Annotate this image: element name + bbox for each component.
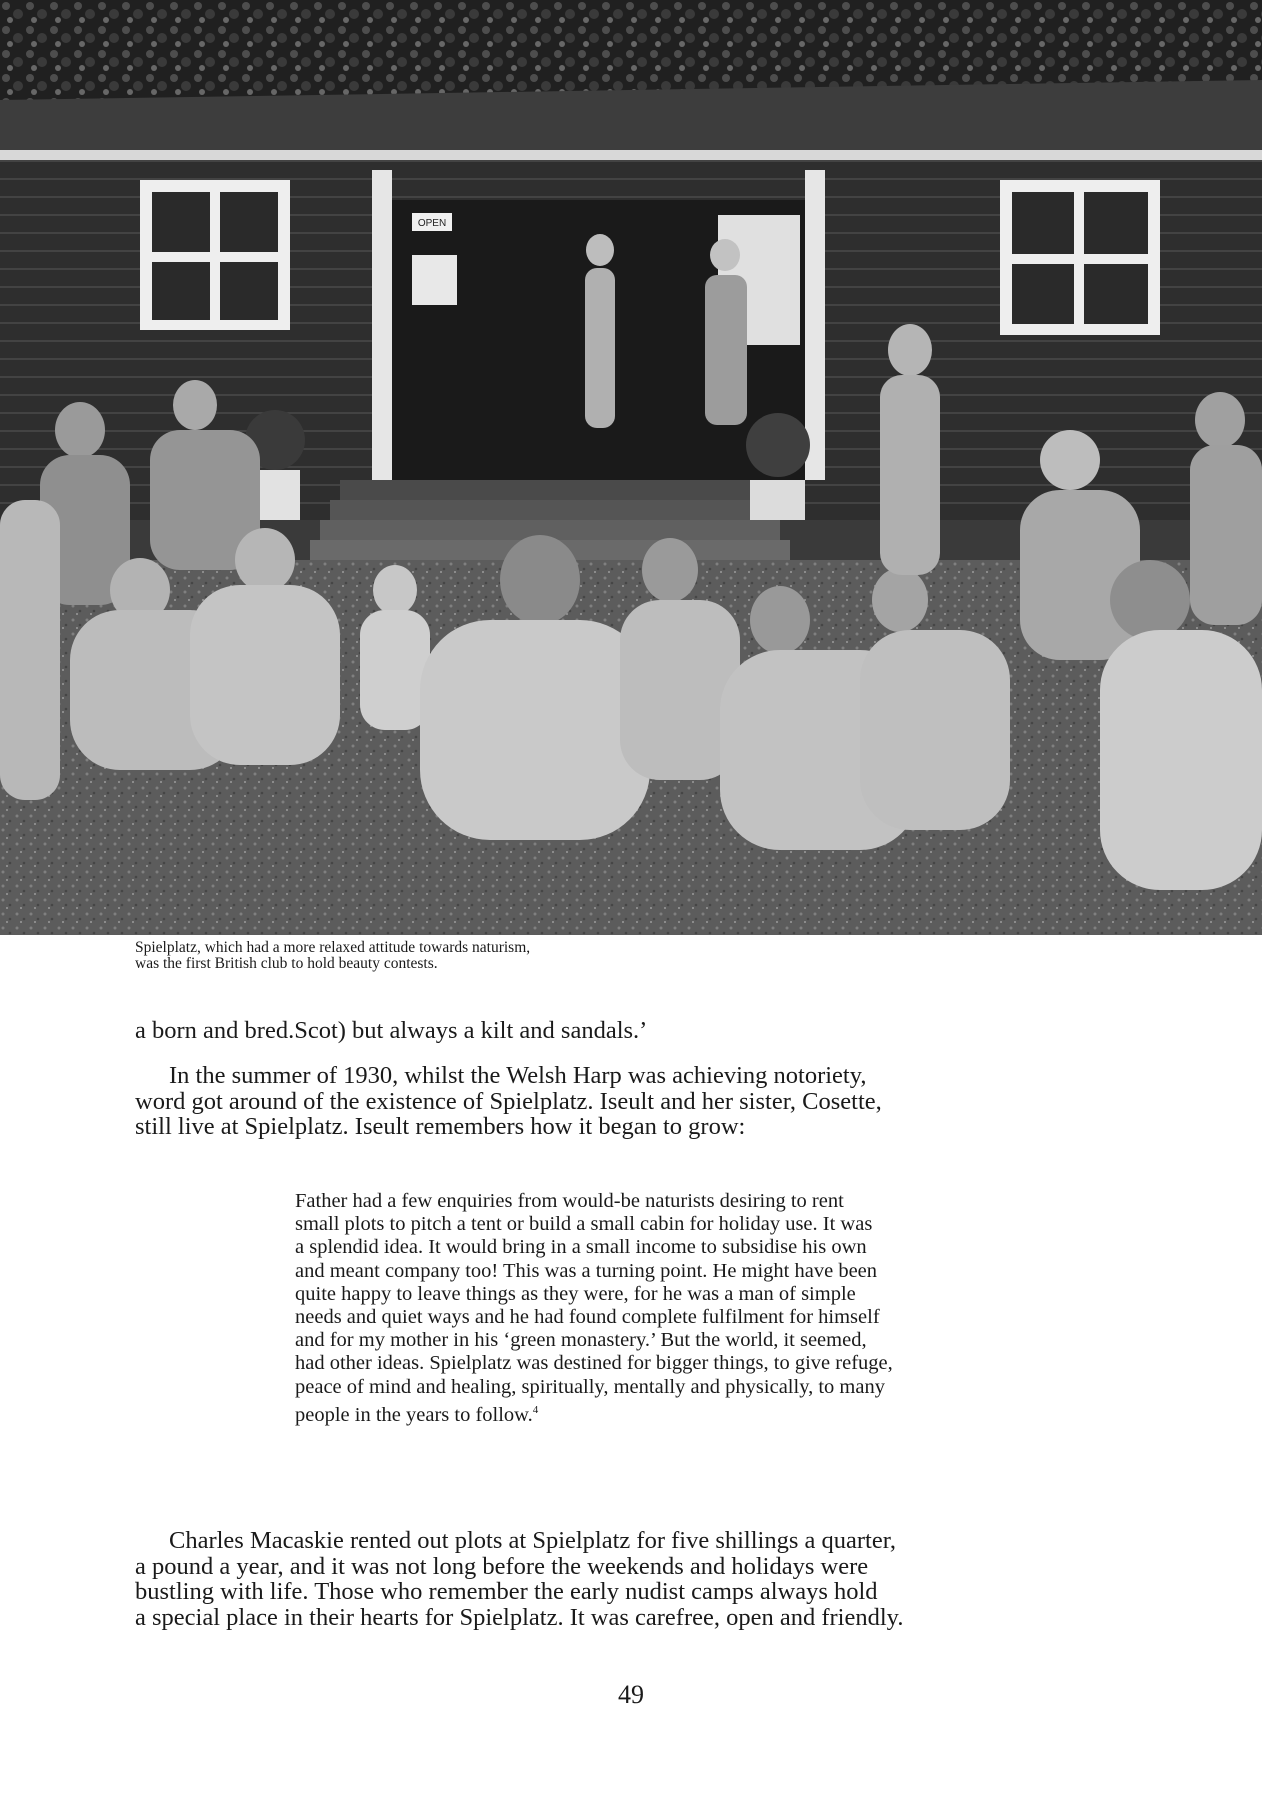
caption-line: was the first British club to hold beauty contests. bbox=[135, 955, 438, 972]
door-post-left bbox=[372, 170, 392, 480]
roof-gutter bbox=[0, 150, 1262, 160]
door-post-right bbox=[805, 170, 825, 480]
paragraph-2 bbox=[135, 1063, 1090, 1140]
paragraph-line: still live at Spielplatz. Iseult remembers how it began to grow: bbox=[135, 1113, 746, 1140]
caption-line: Spielplatz, which had a more relaxed attitude towards naturism, bbox=[135, 939, 531, 956]
presenter-head bbox=[710, 239, 740, 271]
step-1 bbox=[340, 480, 760, 500]
paragraph-line: Charles Macaskie rented out plots at Spielplatz for five shillings a quarter, bbox=[169, 1527, 897, 1554]
paragraph-line: a pound a year, and it was not long before the weekends and holidays were bbox=[135, 1552, 869, 1580]
presenter bbox=[705, 275, 747, 425]
quote-line-text: people in the years to follow. bbox=[295, 1403, 533, 1426]
quote-line-last bbox=[295, 1399, 1090, 1427]
paragraph-line: word got around of the existence of Spielplatz. Iseult and her sister, Cosette, bbox=[135, 1087, 882, 1115]
woman-standing-head bbox=[586, 234, 614, 266]
footnote-marker: 4 bbox=[532, 1403, 539, 1416]
paragraph-1 bbox=[135, 1018, 1090, 1044]
quote-line: Father had a few enquiries from would-be naturists desiring to rent bbox=[295, 1190, 844, 1212]
plant-pot-right bbox=[750, 480, 805, 520]
page-number: 49 bbox=[618, 1680, 644, 1709]
block-quote bbox=[295, 1190, 1090, 1427]
quote-line: quite happy to leave things as they were, for he was a man of simple bbox=[295, 1282, 856, 1305]
quote-line: and for my mother in his ‘green monastery.’ But the world, it seemed, bbox=[295, 1329, 867, 1352]
paragraph-line: a special place in their hearts for Spielplatz. It was carefree, open and friendly. bbox=[135, 1603, 904, 1631]
quote-line: a splendid idea. It would bring in a small income to subsidise his own bbox=[295, 1236, 867, 1259]
quote-line: small plots to pitch a tent or build a small cabin for holiday use. It was bbox=[295, 1213, 873, 1236]
step-2 bbox=[330, 500, 770, 520]
left-window bbox=[140, 180, 290, 330]
paragraph-3 bbox=[135, 1528, 1090, 1630]
notice-board bbox=[412, 255, 457, 305]
paragraph-line: bustling with life. Those who remember the early nudist camps always hold bbox=[135, 1578, 878, 1605]
photo-caption bbox=[135, 940, 735, 972]
open-sign-text: OPEN bbox=[417, 218, 447, 229]
right-window bbox=[1000, 180, 1160, 335]
plant-right bbox=[746, 413, 810, 477]
paragraph-line: In the summer of 1930, whilst the Welsh Harp was achieving notoriety, bbox=[169, 1062, 867, 1089]
paragraph-line: a born and bred.Scot) but always a kilt and sandals.’ bbox=[135, 1017, 648, 1044]
quote-line: and meant company too! This was a turning point. He might have been bbox=[295, 1259, 878, 1282]
quote-line: peace of mind and healing, spiritually, mentally and physically, to many bbox=[295, 1375, 885, 1398]
quote-line: had other ideas. Spielplatz was destined for bigger things, to give refuge, bbox=[295, 1352, 893, 1375]
quote-line: needs and quiet ways and he had found complete fulfilment for himself bbox=[295, 1306, 880, 1329]
woman-standing bbox=[585, 268, 615, 428]
